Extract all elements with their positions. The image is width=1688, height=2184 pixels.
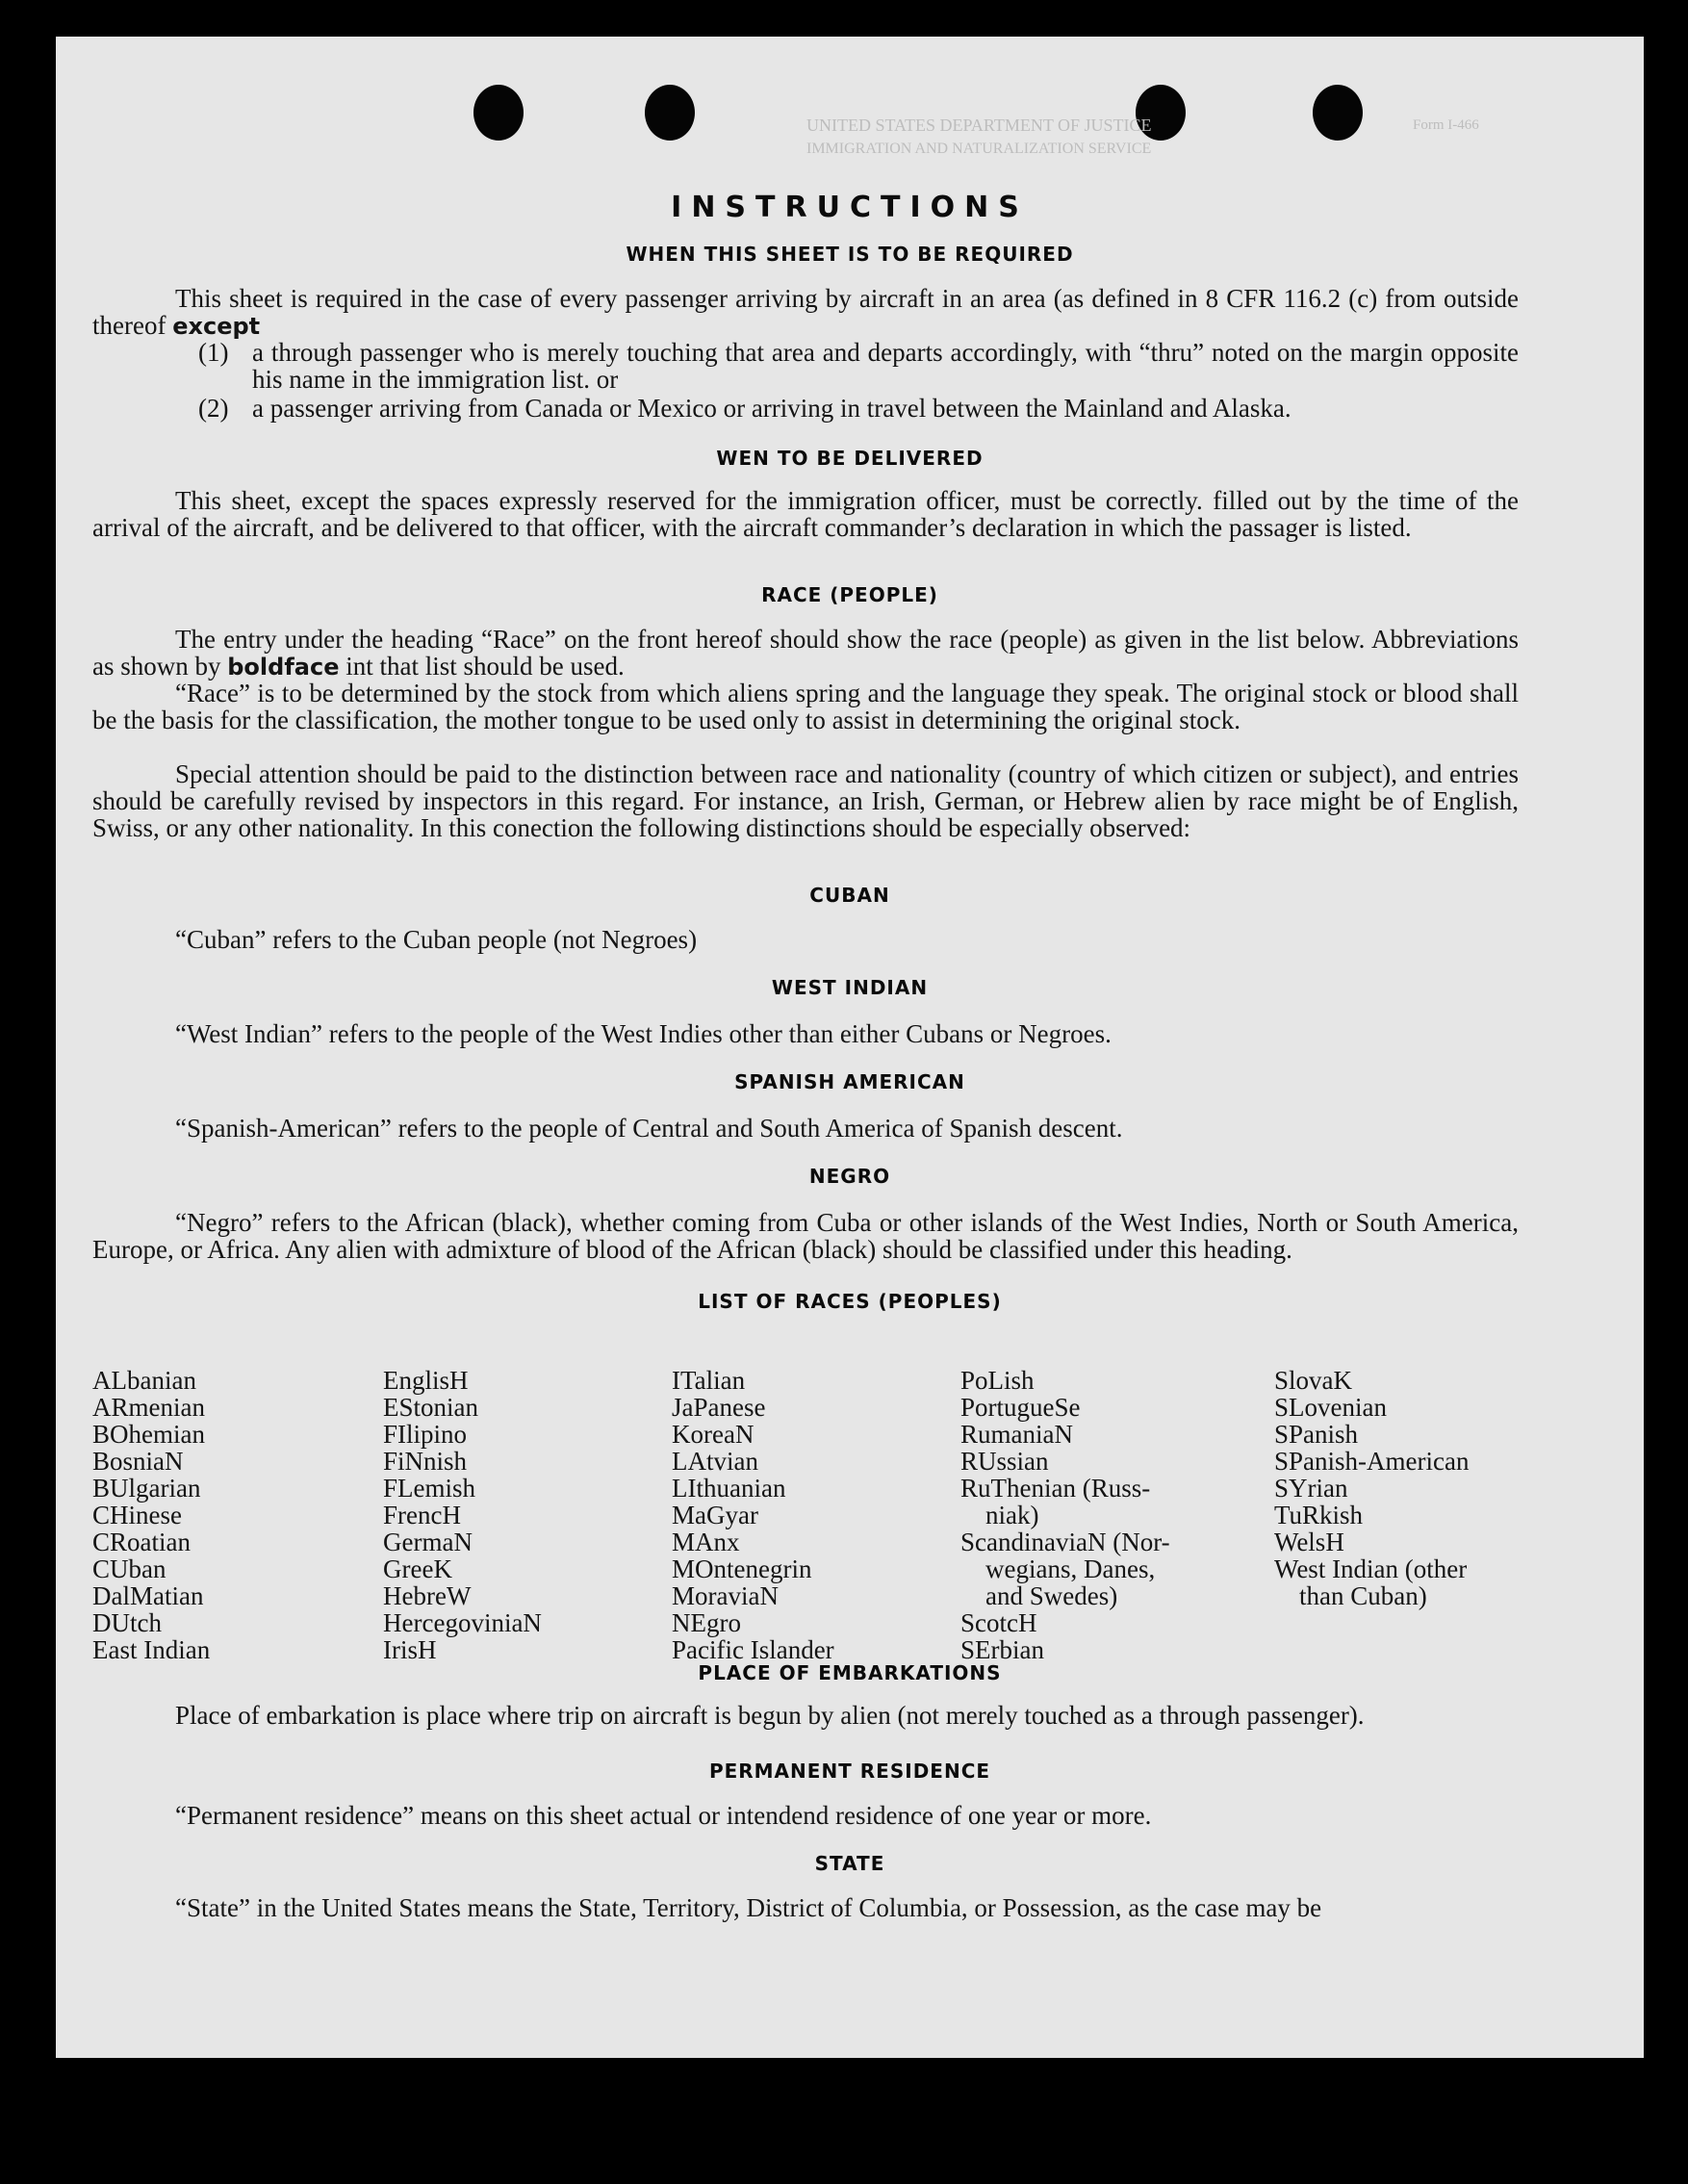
- race-item: SPanish: [1274, 1420, 1359, 1449]
- section-heading-list-of-races: LIST OF RACES (PEOPLES): [698, 1290, 1002, 1313]
- race-item: ScotcH: [960, 1608, 1037, 1637]
- race-item: FLemish: [383, 1474, 476, 1503]
- race-item: SlovaK: [1274, 1366, 1352, 1395]
- race-text-1b: int that list should be used.: [339, 652, 625, 681]
- race-item: BUlgarian: [92, 1474, 201, 1503]
- race-item: MoraviaN: [672, 1581, 779, 1610]
- race-item: SLovenian: [1274, 1393, 1387, 1422]
- document-page: [56, 37, 1644, 2058]
- race-item: KoreaN: [672, 1420, 754, 1449]
- race-item: PortugueSe: [960, 1393, 1081, 1422]
- required-paragraph: [92, 285, 1519, 340]
- residence-paragraph: “Permanent residence” means on this sheet actual or intendend residence of one year or more.: [175, 1801, 1152, 1830]
- race-item: TuRkish: [1274, 1501, 1364, 1529]
- embarkation-paragraph: Place of embarkation is place where trip on aircraft is begun by alien (not merely touched as a through passenger).: [175, 1701, 1365, 1730]
- race-item: LIthuanian: [672, 1474, 786, 1503]
- races-column-5: [1274, 1367, 1469, 1609]
- race-item: ScandinaviaN (Nor-: [960, 1528, 1170, 1556]
- race-item: SPanish-American: [1274, 1447, 1470, 1476]
- section-heading-embarkation: PLACE OF EMBARKATIONS: [698, 1661, 1002, 1684]
- race-item-continuation: than Cuban): [1299, 1581, 1427, 1610]
- race-item: LAtvian: [672, 1447, 758, 1476]
- race-item: RuThenian (Russ-: [960, 1474, 1151, 1503]
- cuban-paragraph: “Cuban” refers to the Cuban people (not Negroes): [175, 925, 698, 954]
- race-paragraph-2: “Race” is to be determined by the stock from which aliens spring and the language they speak. The original stock or blood shall be the basis for the classification, the mother tongue to be used only to assist in determining the original stock.: [92, 679, 1519, 734]
- race-item: FrencH: [383, 1501, 461, 1529]
- race-item: GermaN: [383, 1528, 473, 1556]
- section-heading-state: STATE: [814, 1852, 885, 1875]
- race-item: HebreW: [383, 1581, 472, 1610]
- section-heading-spanish-american: SPANISH AMERICAN: [734, 1070, 965, 1093]
- race-item: MAnx: [672, 1528, 740, 1556]
- instructions-title: INSTRUCTIONS: [671, 191, 1029, 224]
- race-item-continuation: and Swedes): [985, 1581, 1118, 1610]
- race-item: RUssian: [960, 1447, 1049, 1476]
- race-item: East Indian: [92, 1635, 211, 1664]
- race-item-continuation: wegians, Danes,: [985, 1554, 1156, 1583]
- race-item: GreeK: [383, 1554, 452, 1583]
- bleed-through-form-number: Form I-466: [1413, 117, 1479, 133]
- race-item: SYrian: [1274, 1474, 1348, 1503]
- race-item: FiNnish: [383, 1447, 468, 1476]
- race-item: SErbian: [960, 1635, 1044, 1664]
- race-item: RumaniaN: [960, 1420, 1073, 1449]
- race-item: MOntenegrin: [672, 1554, 812, 1583]
- section-heading-west-indian: WEST INDIAN: [771, 976, 929, 999]
- race-item: EStonian: [383, 1393, 478, 1422]
- race-paragraph-1: [92, 626, 1519, 681]
- race-item: DalMatian: [92, 1581, 204, 1610]
- race-item: Pacific Islander: [672, 1635, 834, 1664]
- race-item: ALbanian: [92, 1366, 196, 1395]
- section-heading-required: WHEN THIS SHEET IS TO BE REQUIRED: [626, 243, 1074, 266]
- races-column-3: [672, 1367, 834, 1663]
- section-heading-race: RACE (PEOPLE): [761, 583, 938, 606]
- negro-paragraph: “Negro” refers to the African (black), whether coming from Cuba or other islands of the West Indies, North or South America, Europe, or Africa. Any alien with admixture of blood of the African (black) should be classified under this heading.: [92, 1208, 1519, 1264]
- race-item: CRoatian: [92, 1528, 191, 1556]
- race-item: BOhemian: [92, 1420, 205, 1449]
- exception-item-2: [198, 395, 1519, 422]
- bleed-through-dept-line1: UNITED STATES DEPARTMENT OF JUSTICE: [806, 116, 1152, 135]
- race-item: CUban: [92, 1554, 166, 1583]
- race-item: BosniaN: [92, 1447, 184, 1476]
- exception-item-2-number: (2): [198, 394, 229, 423]
- race-item: NEgro: [672, 1608, 741, 1637]
- delivered-paragraph: This sheet, except the spaces expressly reserved for the immigration officer, must be correctly. filled out by the time of the arrival of the aircraft, and be delivered to that officer, with the aircraft commander’s declaration in which the passager is listed.: [92, 486, 1519, 542]
- race-item: IrisH: [383, 1635, 437, 1664]
- races-column-4: [960, 1367, 1170, 1663]
- state-paragraph: “State” in the United States means the State, Territory, District of Columbia, or Possession, as the case may be: [175, 1893, 1322, 1922]
- spanish-american-paragraph: “Spanish-American” refers to the people of Central and South America of Spanish descent.: [175, 1114, 1123, 1143]
- race-item: FIlipino: [383, 1420, 468, 1449]
- bleed-through-dept-line2: IMMIGRATION AND NATURALIZATION SERVICE: [806, 141, 1152, 157]
- exception-item-2-text: a passenger arriving from Canada or Mexico or arriving in travel between the Mainland and Alaska.: [252, 394, 1292, 423]
- race-item: EnglisH: [383, 1366, 469, 1395]
- race-item: CHinese: [92, 1501, 182, 1529]
- required-text: This sheet is required in the case of every passenger arriving by aircraft in an area (as defined in 8 CFR 116.2 (c) from outside thereof: [92, 284, 1519, 340]
- race-item: ARmenian: [92, 1393, 205, 1422]
- race-paragraph-3: Special attention should be paid to the distinction between race and nationality (country of which citizen or subject), and entries should be carefully revised by inspectors in this regard. For instance, an Irish, German, or Hebrew alien by race might be of English, Swiss, or any other nationality. In this conection the following distinctions should be especially observed:: [92, 759, 1519, 842]
- race-item: WelsH: [1274, 1528, 1344, 1556]
- race-item: HercegoviniaN: [383, 1608, 542, 1637]
- section-heading-negro: NEGRO: [808, 1165, 891, 1188]
- section-heading-residence: PERMANENT RESIDENCE: [708, 1760, 991, 1783]
- race-text-1-bold: boldface: [227, 654, 340, 681]
- race-item: DUtch: [92, 1608, 162, 1637]
- exception-item-1-number: (1): [198, 338, 229, 367]
- exception-item-1: [198, 339, 1519, 393]
- race-item: PoLish: [960, 1366, 1035, 1395]
- race-item: JaPanese: [672, 1393, 766, 1422]
- races-column-1: [92, 1367, 210, 1663]
- race-text-1a: The entry under the heading “Race” on the front hereof should show the race (people) as given in the list below. Abbreviations as shown by: [92, 625, 1519, 681]
- race-item: West Indian (other: [1274, 1554, 1468, 1583]
- races-column-2: [383, 1367, 542, 1663]
- required-text-bold: except: [172, 313, 261, 340]
- west-indian-paragraph: “West Indian” refers to the people of the West Indies other than either Cubans or Negroes.: [175, 1019, 1112, 1048]
- section-heading-cuban: CUBAN: [809, 884, 890, 907]
- race-item-continuation: niak): [985, 1501, 1039, 1529]
- race-item: MaGyar: [672, 1501, 758, 1529]
- exception-item-1-text: a through passenger who is merely touching that area and departs accordingly, with “thru” noted on the margin opposite his name in the immigration list. or: [252, 338, 1519, 394]
- race-item: ITalian: [672, 1366, 746, 1395]
- section-heading-delivered: WEN TO BE DELIVERED: [716, 447, 984, 470]
